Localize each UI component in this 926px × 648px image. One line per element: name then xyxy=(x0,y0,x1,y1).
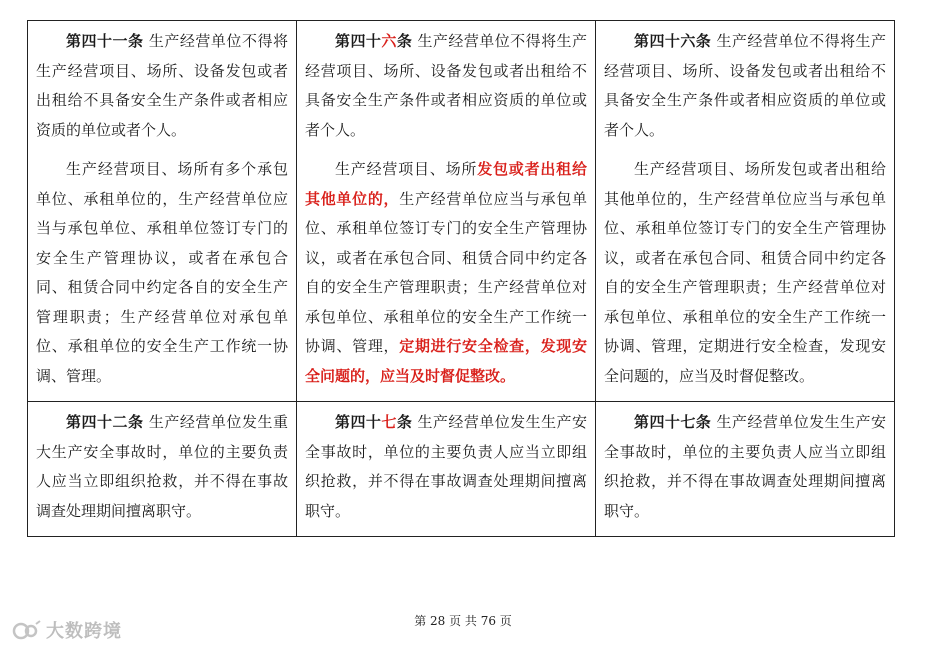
article-text: 生产经营单位发生生产安全事故时，单位的主要负责人应当立即组织抢救，并不得在事故调查处理期间擅离职守。 xyxy=(305,413,587,520)
highlighted-change-text: 定期进行安全检查，发现安全问题的，应当及时督促整改。 xyxy=(305,337,587,385)
highlighted-change-text: 七 xyxy=(381,413,397,431)
article-number: 条 xyxy=(396,413,413,431)
page-footer: 第 28 页 共 76 页 xyxy=(414,614,512,628)
article-text: 生产经营项目、场所 xyxy=(335,160,478,178)
article-paragraph xyxy=(36,27,288,145)
highlighted-change-text: 六 xyxy=(381,32,397,50)
article-number: 第四十一条 xyxy=(66,32,144,50)
article-text: 生产经营单位不得将生产经营项目、场所、设备发包或者出租给不具备安全生产条件或者相应资质的单位或者个人。 xyxy=(604,32,886,139)
original-law-column-cell xyxy=(28,21,297,402)
article-paragraph xyxy=(604,27,886,145)
original-law-column-cell xyxy=(28,402,297,537)
article-paragraph xyxy=(305,155,587,391)
article-number: 第四十六条 xyxy=(634,32,712,50)
article-number: 条 xyxy=(396,32,413,50)
article-paragraph xyxy=(36,155,288,391)
final-column-cell xyxy=(596,402,895,537)
comparison-table xyxy=(27,20,895,537)
article-text: 生产经营项目、场所发包或者出租给其他单位的，生产经营单位应当与承包单位、承租单位签订专门的安全生产管理协议，或者在承包合同、租赁合同中约定各自的安全生产管理职责；生产经营单位对承包单位、承租单位的安全生产工作统一协调、管理，定期进行安全检查，发现安全问题的，应当及时督促整改。 xyxy=(604,160,886,385)
table-row xyxy=(28,402,895,537)
article-text: 生产经营单位应当与承包单位、承租单位签订专门的安全生产管理协议，或者在承包合同、租赁合同中约定各自的安全生产管理职责；生产经营单位对承包单位、承租单位的安全生产工作统一协调、管理， xyxy=(305,189,587,355)
article-paragraph xyxy=(604,408,886,526)
article-text: 生产经营单位不得将生产经营项目、场所、设备发包或者出租给不具备安全生产条件或者相应资质的单位或者个人。 xyxy=(305,32,587,139)
table-row xyxy=(28,21,895,402)
article-paragraph xyxy=(36,408,288,526)
table-body xyxy=(28,21,895,537)
article-paragraph xyxy=(604,155,886,391)
article-text: 生产经营项目、场所有多个承包单位、承租单位的，生产经营单位应当与承包单位、承租单位签订专门的安全生产管理协议，或者在承包合同、租赁合同中约定各自的安全生产管理职责；生产经营单位对承包单位、承租单位的安全生产工作统一协调、管理。 xyxy=(36,160,288,385)
article-paragraph xyxy=(305,27,587,145)
article-text: 生产经营单位不得将生产经营项目、场所、设备发包或者出租给不具备安全生产条件或者相应资质的单位或者个人。 xyxy=(36,32,288,139)
article-text: 生产经营单位发生生产安全事故时，单位的主要负责人应当立即组织抢救，并不得在事故调查处理期间擅离职守。 xyxy=(604,413,886,520)
watermark xyxy=(12,617,122,643)
article-number: 第四十 xyxy=(335,32,382,50)
watermark-text: 大数跨境 xyxy=(46,621,122,642)
draft-column-cell xyxy=(297,21,596,402)
article-text: 生产经营单位发生重大生产安全事故时，单位的主要负责人应当立即组织抢救，并不得在事故调查处理期间擅离职守。 xyxy=(36,413,288,520)
article-number: 第四十七条 xyxy=(634,413,712,431)
article-number: 第四十二条 xyxy=(66,413,144,431)
brand-logo-icon xyxy=(12,619,42,641)
draft-column-cell xyxy=(297,402,596,537)
article-number: 第四十 xyxy=(335,413,382,431)
final-column-cell xyxy=(596,21,895,402)
highlighted-change-text: 发包或者出租给其他单位的， xyxy=(305,160,587,208)
article-paragraph xyxy=(305,408,587,526)
